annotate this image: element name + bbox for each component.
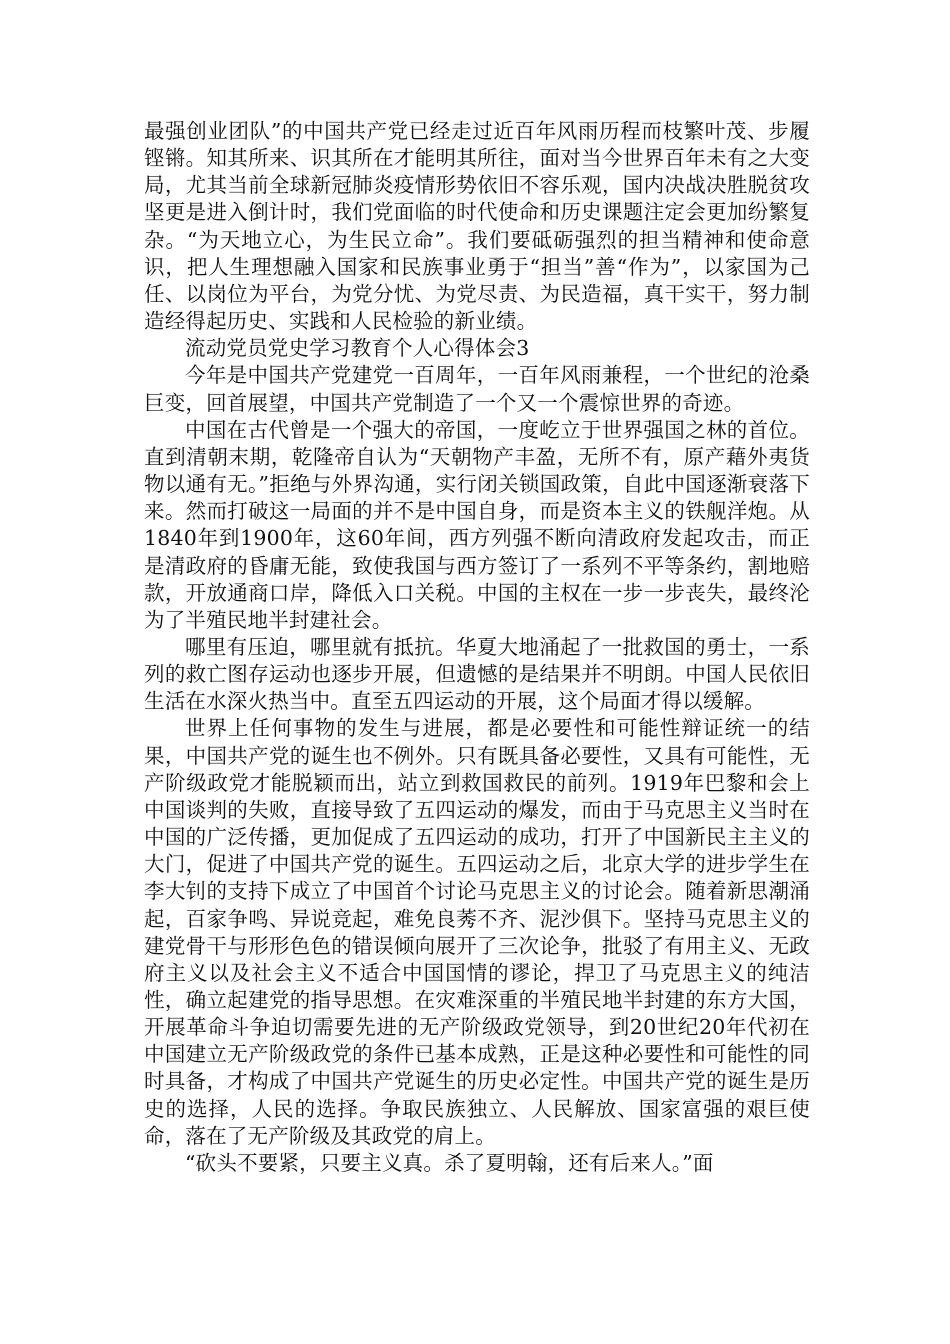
paragraph-truncated: “砍头不要紧，只要主义真。杀了夏明翰，还有后来人。”面 <box>185 1150 714 1175</box>
paragraph: 哪里有压迫，哪里就有抵抗。华夏大地涌起了一批救国的勇士，一系列的救亡图存运动也逐步开展，但遗憾的是结果并不明朗。中国人民依旧生活在水深火热当中。直至五四运动的开展，这个局面才得以缓解。 <box>144 634 810 714</box>
paragraph: 中国在古代曾是一个强大的帝国，一度屹立于世界强国之林的首位。直到清朝末期，乾隆帝自认为“天朝物产丰盈，无所不有，原产藉外夷货物以通有无。”拒绝与外界沟通，实行闭关锁国政策，自此中国逐渐衰落下来。然而打破这一局面的并不是中国自身，而是资本主义的铁舰洋炮。从1840年到1900年，这60年间，西方列强不断向清政府发起攻击，而正是清政府的昏庸无能，致使我国与西方签订了一系列不平等条约，割地赔款，开放通商口岸，降低入口关税。中国的主权在一步一步丧失，最终沦为了半殖民地半封建社会。 <box>144 417 810 632</box>
paragraph: 世界上任何事物的发生与进展，都是必要性和可能性辩证统一的结果，中国共产党的诞生也不例外。只有既具备必要性，又具有可能性，无产阶级政党才能脱颖而出，站立到救国救民的前列。1919年巴黎和会上中国谈判的失败，直接导致了五四运动的爆发，而由于马克思主义当时在中国的广泛传播，更加促成了五四运动的成功，打开了中国新民主主义的大门，促进了中国共产党的诞生。五四运动之后，北京大学的进步学生在李大钊的支持下成立了中国首个讨论马克思主义的讨论会。随着新思潮涌起，百家争鸣、异说竞起，难免良莠不齐、泥沙俱下。坚持马克思主义的建党骨干与形形色色的错误倾向展开了三次论争，批驳了有用主义、无政府主义以及社会主义不适合中国国情的谬论，捍卫了马克思主义的纯洁性，确立起建党的指导思想。在灾难深重的半殖民地半封建的东方大国，开展革命斗争迫切需要先进的无产阶级政党领导，到20世纪20年代初在中国建立无产阶级政党的条件已基本成熟，正是这种必要性和可能性的同时具备，才构成了中国共产党诞生的历史必定性。中国共产党的诞生是历史的选择，人民的选择。争取民族独立、人民解放、国家富强的艰巨使命，落在了无产阶级及其政党的肩上。 <box>144 716 810 1148</box>
section-heading: 流动党员党史学习教育个人心得体会3 <box>185 336 530 361</box>
document-page <box>144 118 810 1177</box>
paragraph: 今年是中国共产党建党一百周年，一百年风雨兼程，一个世纪的沧桑巨变，回首展望，中国共产党制造了一个又一个震惊世界的奇迹。 <box>144 363 810 415</box>
paragraph-continued: 最强创业团队”的中国共产党已经走过近百年风雨历程而枝繁叶茂、步履铿锵。知其所来、识其所在才能明其所往，面对当今世界百年未有之大变局，尤其当前全球新冠肺炎疫情形势依旧不容乐观，国内决战决胜脱贫攻坚更是进入倒计时，我们党面临的时代使命和历史课题注定会更加纷繁复杂。“为天地立心，为生民立命”。我们要砥砺强烈的担当精神和使命意识，把人生理想融入国家和民族事业勇于“担当”善“作为”，以家国为己任、以岗位为平台，为党分忧、为党尽责、为民造福，真干实干，努力制造经得起历史、实践和人民检验的新业绩。 <box>144 119 810 334</box>
